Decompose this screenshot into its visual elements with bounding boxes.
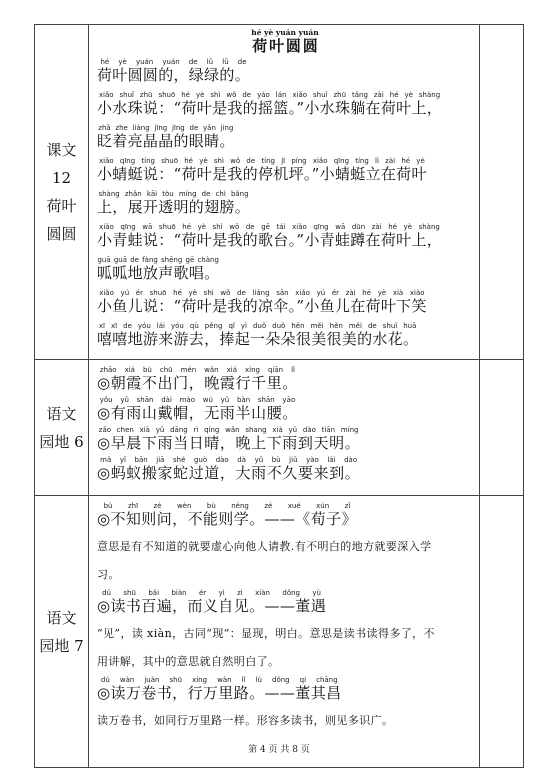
quote-line: ◎读万卷书，行万里路。——董其昌dú wàn juàn shū xíng wàn lǐ lù dǒng qí chāng (97, 676, 342, 702)
lesson-title: 荷叶圆圆hé yè yuán yuán (251, 28, 319, 55)
row-lesson-12 (35, 25, 524, 360)
label-line: 圆圆 (46, 225, 77, 243)
proverb-line: ◎蚂蚁搬家蛇过道，大雨不久要来到。mǎ yǐ bān jiā shé guò dào dà yǔ bù jiǔ yào lái dào (97, 456, 361, 482)
pinyin-annotation: guā guā de fàng shēng gē chàng (97, 256, 220, 264)
explanation-text: 意思是有不知道的就要虚心向他人请教.有不明白的地方就要深入学 (97, 540, 432, 553)
lesson-content (89, 25, 480, 360)
label-line: 语文 (46, 404, 77, 423)
pinyin-annotation: shàng zhǎn kāi tòu míng de chì bǎng (97, 190, 251, 198)
pinyin-annotation: mǎ yǐ bān jiā shé guò dào dà yǔ bù jiǔ yào lái dào (97, 456, 361, 464)
proverb-line: ◎有雨山戴帽，无雨半山腰。yǒu yǔ shān dài mào wú yǔ bàn shān yāo (97, 396, 298, 422)
explanation-text: 用讲解，其中的意思就自然明白了。 (97, 655, 280, 668)
label-line: 语文 (46, 608, 77, 627)
explanation-text: 读万卷书，如同行万里路一样。形容多读书，则见多识广。 (97, 714, 394, 727)
pinyin-annotation: yǒu yǔ shān dài mào wú yǔ bàn shān yāo (97, 396, 298, 404)
pinyin-annotation: dú shū bǎi biàn ér yì zì xiàn dǒng yù (97, 589, 327, 597)
pinyin-annotation: xiǎo yú ér shuō hé yè shì wǒ de liáng sǎn xiǎo yú ér zài hé yè xià xiào (97, 289, 427, 297)
quote-content (89, 496, 480, 768)
lesson-table (34, 24, 524, 768)
label-line: 园地 6 (39, 432, 84, 451)
lesson-text-line: 上，展开透明的翅膀。shàng zhǎn kāi tòu míng de chì bǎng (97, 190, 251, 216)
row-garden-7 (35, 496, 524, 768)
lesson-text-line: 荷叶圆圆的，绿绿的。hé yè yuán yuán de lǜ lǜ de (97, 58, 251, 84)
row-label (35, 496, 89, 768)
lesson-text-line: 小鱼儿说：“荷叶是我的凉伞。”小鱼儿在荷叶下笑xiǎo yú ér shuō hé yè shì wǒ de liáng sǎn xiǎo yú ér zài hé yè xià xiào (97, 289, 427, 315)
proverb-line: ◎早晨下雨当日晴，晚上下雨到天明。zǎo chen xià yǔ dāng rì qíng wǎn shang xià yǔ dào tiān míng (97, 426, 361, 452)
lesson-text-line: 小水珠说：“荷叶是我的摇篮。”小水珠躺在荷叶上，xiǎo shuǐ zhū shuō hé yè shì wǒ de yáo lán xiǎo shuǐ zhū tǎng zài hé yè shàng (97, 91, 443, 117)
explanation-text: “见”，读 xiàn，古同“现”：显现，明白。意思是读书读得多了，不 (97, 627, 435, 640)
pinyin-annotation: zǎo chen xià yǔ dāng rì qíng wǎn shang xià yǔ dào tiān míng (97, 426, 361, 434)
pinyin-annotation: xī xī de yóu lái yóu qù pěng qǐ yì duǒ duǒ hěn měi hěn měi de shuǐ huā (97, 322, 419, 330)
pinyin-annotation: hé yè yuán yuán de lǜ lǜ de (97, 58, 251, 66)
lesson-text-line: 小蜻蜓说：“荷叶是我的停机坪。”小蜻蜓立在荷叶xiǎo qīng tíng shuō hé yè shì wǒ de tíng jī píng xiǎo qīng tíng lì zài hé yè (97, 157, 427, 183)
pinyin-annotation: bù zhī zé wèn bù néng zé xué xún zǐ (97, 502, 357, 510)
lesson-text-line: 小青蛙说：“荷叶是我的歌台。”小青蛙蹲在荷叶上，xiǎo qīng wā shuō hé yè shì wǒ de gē tái xiǎo qīng wā dūn zài hé yè shàng (97, 223, 443, 249)
row-label (35, 25, 89, 360)
proverb-content (89, 360, 480, 496)
pinyin-annotation: xiǎo shuǐ zhū shuō hé yè shì wǒ de yáo lán xiǎo shuǐ zhū tǎng zài hé yè shàng (97, 91, 443, 99)
label-line: 课文 12 (46, 141, 77, 187)
lesson-text-line: 呱呱地放声歌唱。guā guā de fàng shēng gē chàng (97, 256, 220, 282)
quote-line: ◎读书百遍，而义自见。——董遇dú shū bǎi biàn ér yì zì xiàn dǒng yù (97, 589, 327, 615)
blank-cell (480, 25, 524, 360)
lesson-text-line: 眨着亮晶晶的眼睛。zhǎ zhe liàng jīng jīng de yǎn jing (97, 124, 235, 150)
pinyin-annotation: zhǎ zhe liàng jīng jīng de yǎn jing (97, 124, 235, 132)
proverb-line: ◎朝霞不出门，晚霞行千里。zhāo xiá bù chū mén wǎn xiá xíng qiān lǐ (97, 366, 298, 392)
label-line: 荷叶 (46, 197, 77, 215)
blank-cell (480, 496, 524, 768)
blank-cell (480, 360, 524, 496)
explanation-text: 习。 (97, 568, 120, 581)
title-pinyin: hé yè yuán yuán (251, 28, 319, 37)
row-garden-6 (35, 360, 524, 496)
page-footer: 第 4 页 共 8 页 (248, 745, 310, 755)
row-label (35, 360, 89, 496)
pinyin-annotation: dú wàn juàn shū xíng wàn lǐ lù dǒng qí chāng (97, 676, 342, 684)
pinyin-annotation: zhāo xiá bù chū mén wǎn xiá xíng qiān lǐ (97, 366, 298, 374)
label-line: 园地 7 (39, 636, 84, 655)
quote-line: ◎不知则问，不能则学。——《荀子》bù zhī zé wèn bù néng zé xué xún zǐ (97, 502, 357, 528)
pinyin-annotation: xiǎo qīng wā shuō hé yè shì wǒ de gē tái xiǎo qīng wā dūn zài hé yè shàng (97, 223, 443, 231)
lesson-text-line: 嘻嘻地游来游去，捧起一朵朵很美很美的水花。xī xī de yóu lái yóu qù pěng qǐ yì duǒ duǒ hěn měi hěn měi de shuǐ huā (97, 322, 419, 348)
pinyin-annotation: xiǎo qīng tíng shuō hé yè shì wǒ de tíng jī píng xiǎo qīng tíng lì zài hé yè (97, 157, 427, 165)
